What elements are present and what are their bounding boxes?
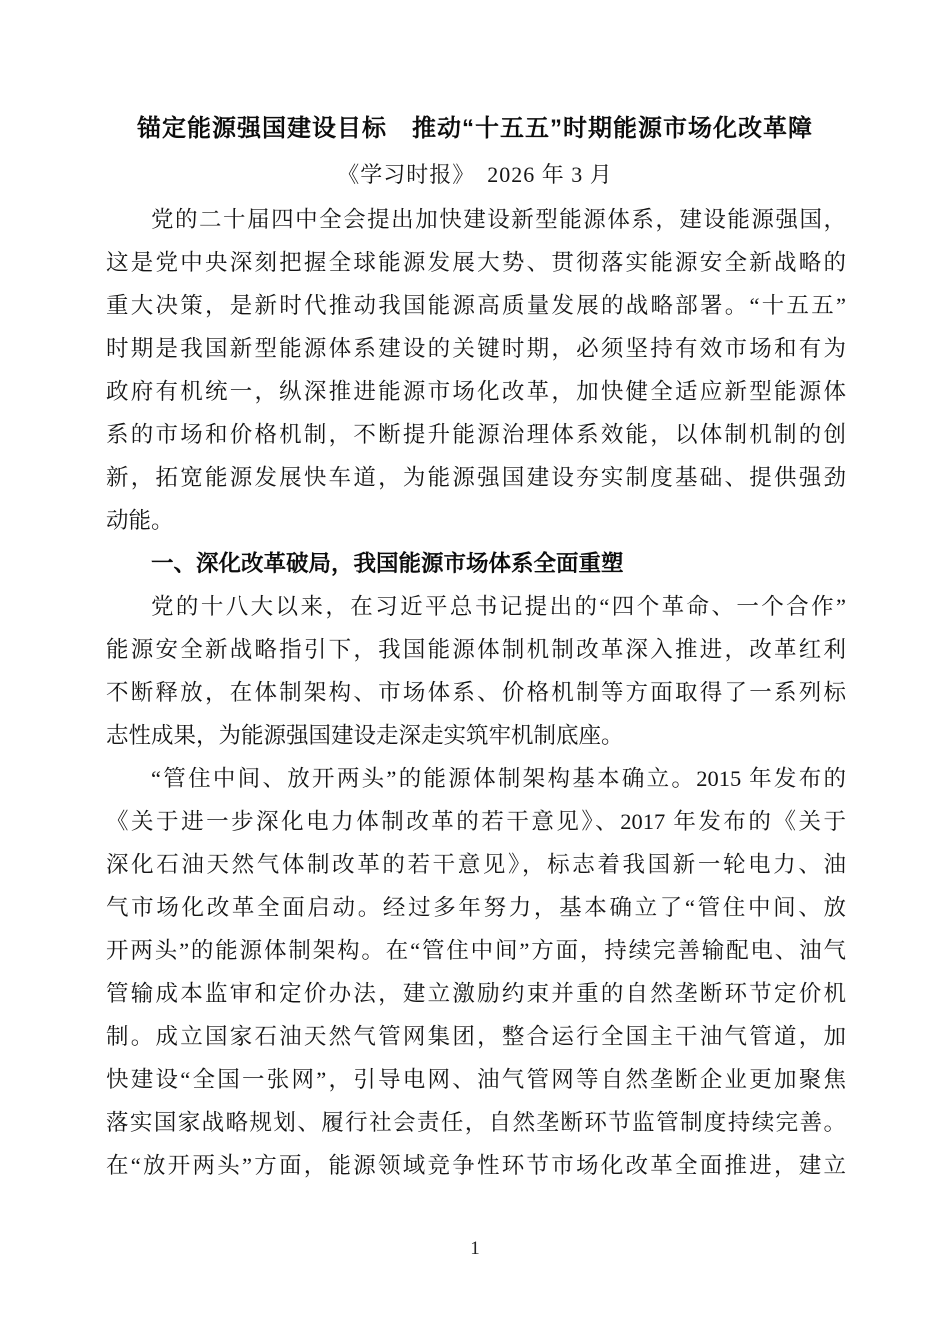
text-line: 管输成本监审和定价办法，建立激励约束并重的自然垄断环节定价机	[106, 981, 846, 1006]
section-heading: 一、深化改革破局，我国能源市场体系全面重塑	[151, 551, 624, 576]
text-line: 这是党中央深刻把握全球能源发展大势、贯彻落实能源安全新战略的	[106, 250, 846, 275]
text-line: 在“放开两头”方面，能源领域竞争性环节市场化改革全面推进，建立	[106, 1153, 846, 1178]
text-line: 开两头”的能源体制架构。在“管住中间”方面，持续完善输配电、油气	[106, 938, 846, 963]
document-body	[106, 198, 846, 1187]
text-line: 系的市场和价格机制，不断提升能源治理体系效能，以体制机制的创	[106, 422, 846, 447]
page-number: 1	[470, 1238, 480, 1259]
text-line: 时期是我国新型能源体系建设的关键时期，必须坚持有效市场和有为	[106, 336, 846, 361]
document-byline: 《学习时报》 2026 年 3 月	[337, 162, 613, 187]
paragraph	[106, 585, 846, 757]
text-line: 《关于进一步深化电力体制改革的若干意见》、2017 年发布的《关于	[106, 809, 846, 834]
text-line: 快建设“全国一张网”，引导电网、油气管网等自然垄断企业更加聚焦	[106, 1067, 846, 1092]
text-line: 志性成果，为能源强国建设走深走实筑牢机制底座。	[106, 723, 624, 748]
text-line: 能源安全新战略指引下，我国能源体制机制改革深入推进，改革红利	[106, 637, 846, 662]
text-line: 不断释放，在体制架构、市场体系、价格机制等方面取得了一系列标	[106, 680, 846, 705]
text-line: 党的十八大以来，在习近平总书记提出的“四个革命、一个合作”	[151, 594, 846, 619]
paragraph	[106, 198, 846, 542]
text-line: 动能。	[106, 508, 174, 533]
document-title: 锚定能源强国建设目标 推动“十五五”时期能源市场化改革障	[137, 115, 813, 142]
text-line: 重大决策，是新时代推动我国能源高质量发展的战略部署。“十五五”	[106, 293, 846, 318]
text-line: 新，拓宽能源发展快车道，为能源强国建设夯实制度基础、提供强劲	[106, 465, 846, 490]
text-line: 落实国家战略规划、履行社会责任，自然垄断环节监管制度持续完善。	[106, 1110, 846, 1135]
text-line: 气市场化改革全面启动。经过多年努力，基本确立了“管住中间、放	[106, 895, 846, 920]
paragraph	[106, 757, 846, 1187]
text-line: 政府有机统一，纵深推进能源市场化改革，加快健全适应新型能源体	[106, 379, 846, 404]
text-line: 制。成立国家石油天然气管网集团，整合运行全国主干油气管道，加	[106, 1024, 846, 1049]
text-line: 深化石油天然气体制改革的若干意见》，标志着我国新一轮电力、油	[106, 852, 846, 877]
text-line: “管住中间、放开两头”的能源体制架构基本确立。2015 年发布的	[151, 766, 846, 791]
text-line: 党的二十届四中全会提出加快建设新型能源体系，建设能源强国，	[151, 207, 846, 232]
